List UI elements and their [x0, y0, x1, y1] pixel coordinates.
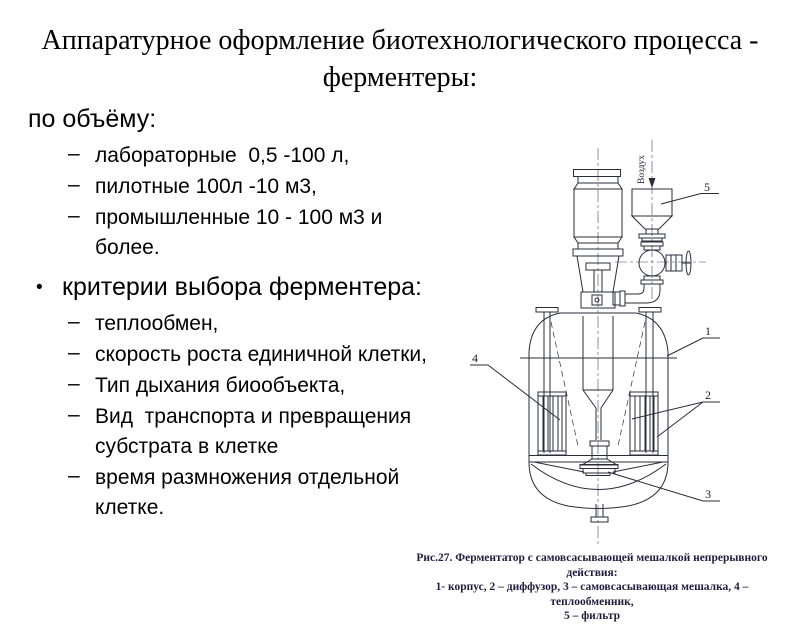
list-item: [28, 203, 452, 263]
dash-bullet-icon: –: [68, 341, 80, 364]
dot-bullet-icon: •: [36, 277, 43, 298]
agitator-drawing: [580, 441, 618, 476]
list-item-volume: [28, 104, 452, 135]
list-item-text: теплообмен,: [95, 312, 219, 335]
air-inlet-arrow: [649, 178, 656, 188]
list-item-text: пилотные 100л -10 м3,: [95, 175, 317, 198]
caption-line2: 1- корпус, 2 – диффузор, 3 – самовсасывающая мешалка, 4 – теплообменник,: [435, 581, 749, 608]
elbow-pipe-drawing: [613, 284, 660, 306]
heat-exchanger-left: [538, 392, 566, 455]
list-item-text: скорость роста единичной клетки,: [95, 343, 427, 366]
drain-pipe-drawing: [591, 504, 608, 522]
list-item-text: Тип дыхания биообъекта,: [95, 374, 346, 397]
title-line2: ферментеры:: [322, 62, 478, 93]
list-item-text: время размножения отдельной клетке.: [95, 466, 406, 519]
centerlines: [598, 140, 706, 545]
label-5: 5: [704, 180, 710, 194]
list-item-text: промышленные 10 - 100 м3 и более.: [95, 206, 389, 259]
fermenter-diagram: [440, 128, 800, 552]
label-2: 2: [705, 388, 711, 402]
dash-bullet-icon: –: [68, 173, 80, 196]
dash-bullet-icon: –: [68, 372, 80, 395]
air-label: Воздух: [637, 154, 647, 184]
list-item: [28, 402, 452, 462]
dash-bullet-icon: –: [68, 464, 80, 487]
bullet-list: [28, 104, 452, 524]
label-3: 3: [705, 487, 711, 501]
heat-exchanger-right: [630, 392, 658, 455]
callout-labels: [470, 180, 720, 501]
list-item: [28, 340, 452, 370]
title-line1: Аппаратурное оформление биотехнологического процесса -: [41, 25, 759, 56]
dash-bullet-icon: –: [68, 204, 80, 227]
list-item: [28, 463, 452, 523]
list-item: [28, 141, 452, 171]
label-4: 4: [472, 351, 478, 365]
dash-bullet-icon: –: [68, 403, 80, 426]
list-item-text: Вид транспорта и превращения субстрата в клетке: [95, 405, 417, 458]
caption-line1: Рис.27. Ферментатор с самовсасывающей мешалкой непрерывного действия:: [416, 552, 768, 579]
list-item-text: лабораторные 0,5 -100 л,: [95, 144, 350, 167]
dash-bullet-icon: –: [68, 142, 80, 165]
list-item-text: по объёму:: [28, 105, 157, 133]
caption-line3: 5 – фильтр: [563, 610, 621, 622]
heat-exchanger-pipes: [536, 308, 661, 454]
list-item-criteria: [28, 272, 452, 303]
list-item: [28, 172, 452, 202]
list-item: [28, 309, 452, 339]
list-item-text: критерии выбора ферментера:: [62, 273, 422, 301]
list-item: [28, 371, 452, 401]
valve-drawing: [639, 242, 692, 284]
label-1: 1: [705, 324, 711, 338]
dash-bullet-icon: –: [68, 310, 80, 333]
page-title: [20, 22, 780, 96]
figure-caption: [393, 551, 791, 624]
